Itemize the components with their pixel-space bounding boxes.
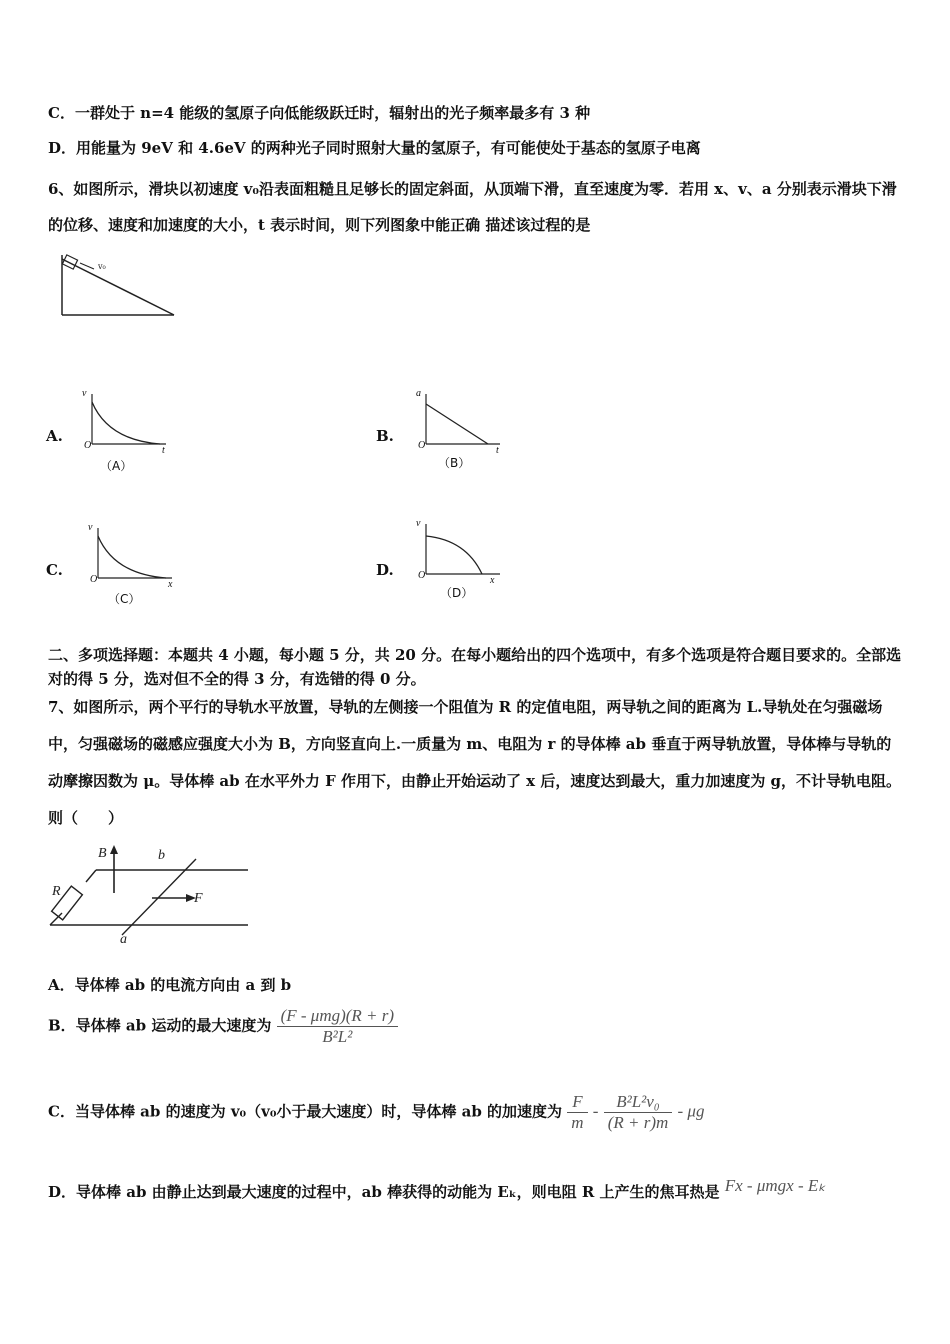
q6-option-a-letter[interactable]: A. (46, 427, 63, 445)
graph-b-xlabel: t (496, 445, 499, 456)
graph-d-origin: O (418, 570, 426, 581)
rail-circuit-figure (46, 845, 256, 945)
option-d-prev: D．用能量为 9eV 和 4.6eV 的两种光子同时照射大量的氢原子，有可能使处于基态的氢原子电离 (48, 139, 701, 157)
graph-d[interactable] (420, 522, 505, 582)
section-2-heading: 二、多项选择题：本题共 4 小题，每小题 5 分，共 20 分。在每小题给出的四个选项中，有多个选项是符合题目要求的。全部选对的得 5 分，选对但不全的得 3 分，有选错的得 0 分。 (48, 646, 902, 688)
label-b: b (158, 848, 165, 863)
q7-c-den: (R + r)m (607, 1113, 669, 1132)
q7-c-f-den: m (571, 1113, 584, 1132)
graph-c-caption: （C） (108, 592, 141, 606)
q7-option-d[interactable] (48, 1176, 825, 1202)
q6-option-b-letter[interactable]: B. (376, 427, 394, 445)
q7-option-b-fraction (277, 1006, 398, 1047)
option-c-prev: C．一群处于 n=4 能级的氢原子向低能级跃迁时，辐射出的光子频率最多有 3 种 (48, 104, 591, 122)
graph-a[interactable] (86, 392, 171, 452)
label-R: R (52, 884, 61, 899)
graph-b[interactable] (420, 392, 505, 452)
graph-a-caption: （A） (100, 459, 133, 473)
q7-c-f-num: F (567, 1092, 587, 1113)
label-B: B (98, 846, 107, 861)
incline-v0-label: v₀ (98, 262, 106, 271)
graph-a-ylabel: v (82, 388, 87, 399)
q6-option-c-letter[interactable]: C. (46, 561, 63, 579)
graph-d-ylabel: v (416, 518, 421, 529)
graph-b-caption: （B） (438, 456, 471, 470)
q7-c-fraction-1 (567, 1092, 587, 1133)
graph-c-origin: O (90, 574, 98, 585)
q7-option-d-text: D．导体棒 ab 由静止达到最大速度的过程中，ab 棒获得的动能为 Eₖ，则电阻 R 上产生的焦耳热是 (48, 1183, 720, 1201)
q7-b-numerator: (F - μmg)(R + r) (277, 1006, 398, 1027)
q7-option-c[interactable] (48, 1092, 704, 1133)
q7-c-tail: - μg (677, 1101, 705, 1121)
graph-b-ylabel: a (416, 388, 421, 399)
label-a: a (120, 932, 127, 947)
graph-a-xlabel: t (162, 445, 165, 456)
q7-c-minus: - (592, 1101, 599, 1121)
question-6: 6、如图所示，滑块以初速度 v₀沿表面粗糙且足够长的固定斜面，从顶端下滑，直至速度为零．若用 x、v、a 分别表示滑块下滑的位移、速度和加速度的大小，t 表示时间，则下列图象中能正确 描述该过程的是 (48, 180, 897, 234)
q6-option-d-letter[interactable]: D. (376, 561, 394, 579)
label-F: F (194, 891, 203, 906)
q7-option-c-text: C．当导体棒 ab 的速度为 v₀（v₀小于最大速度）时，导体棒 ab 的加速度为 (48, 1102, 563, 1121)
graph-a-origin: O (84, 440, 92, 451)
graph-b-origin: O (418, 440, 426, 451)
q7-d-expression: Fx - μmgx - Eₖ (724, 1176, 826, 1195)
graph-c-xlabel: x (168, 579, 173, 590)
q7-c-fraction-2 (604, 1092, 673, 1133)
graph-d-caption: （D） (440, 586, 474, 600)
q7-option-b-text: B．导体棒 ab 运动的最大速度为 (48, 1016, 272, 1035)
q7-b-denominator: B²L² (322, 1027, 353, 1046)
graph-c-ylabel: v (88, 522, 93, 533)
q7-option-a[interactable]: A．导体棒 ab 的电流方向由 a 到 b (48, 976, 292, 994)
incline-figure (58, 255, 178, 319)
q7-option-b[interactable] (48, 1006, 398, 1047)
q7-c-num: B²L²v₀ (604, 1092, 673, 1113)
graph-d-xlabel: x (490, 575, 495, 586)
graph-c[interactable] (92, 526, 177, 586)
question-7: 7、如图所示，两个平行的导轨水平放置，导轨的左侧接一个阻值为 R 的定值电阻，两导轨之间的距离为 L.导轨处在匀强磁场中，匀强磁场的磁感应强度大小为 B，方向竖直向上.一质量为 m、电阻为 r 的导体棒 ab 垂直于两导轨放置，导体棒与导轨的动摩擦因数为 μ。导体棒 ab 在水平外力 F 作用下，由静止开始运动了 x 后，速度达到最大，重力加速度为 g，不计导轨电阻。则（ ） (48, 698, 902, 827)
